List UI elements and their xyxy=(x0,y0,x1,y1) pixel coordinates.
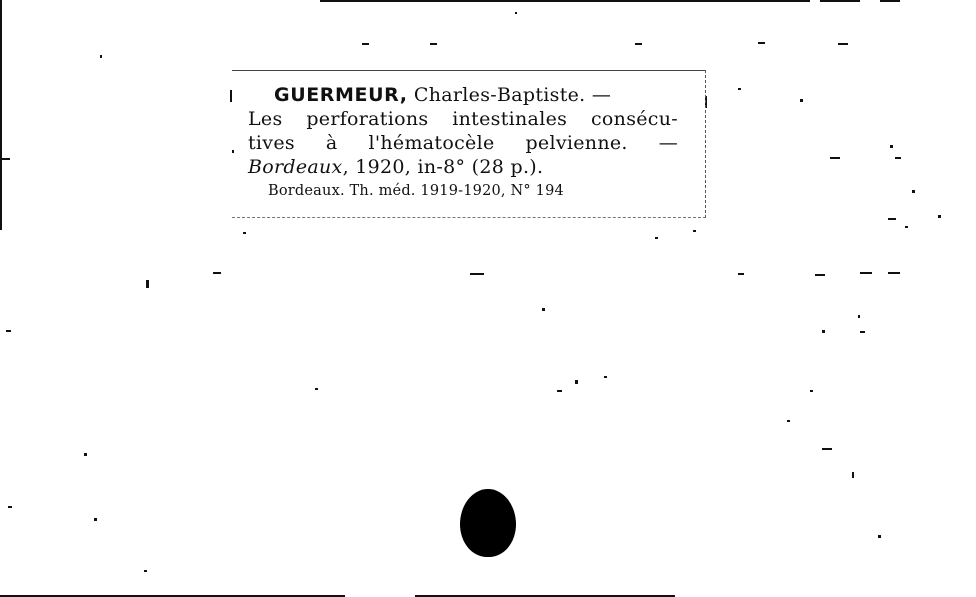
speck xyxy=(146,280,149,288)
speck xyxy=(895,157,901,159)
bibliographic-entry xyxy=(248,83,678,179)
scan-edge-left xyxy=(0,0,2,230)
speck xyxy=(858,315,860,318)
speck xyxy=(315,388,318,390)
catalog-slip xyxy=(232,70,706,218)
speck xyxy=(738,273,744,275)
entry-title-line-1: Les perforations intestinales consécu- xyxy=(248,108,678,130)
speck xyxy=(810,390,813,392)
speck xyxy=(822,330,825,333)
speck xyxy=(515,12,517,14)
speck xyxy=(852,472,854,478)
speck xyxy=(878,535,881,538)
entry-title-line-2: tives à l'hématocèle pelvienne. — xyxy=(248,132,678,154)
speck xyxy=(860,331,865,333)
entry-imprint-line xyxy=(248,155,678,179)
speck xyxy=(100,55,102,58)
speck xyxy=(430,43,437,45)
speck xyxy=(888,272,900,274)
speck xyxy=(6,330,11,332)
speck xyxy=(144,570,147,572)
speck xyxy=(542,308,545,311)
speck xyxy=(243,232,246,234)
scan-edge-top-right xyxy=(820,0,860,2)
thesis-note: Bordeaux. Th. méd. 1919-1920, N° 194 xyxy=(268,183,564,199)
speck xyxy=(860,272,872,274)
speck xyxy=(470,273,484,275)
speck xyxy=(362,43,369,45)
speck xyxy=(8,506,12,508)
speck xyxy=(213,272,221,274)
speck xyxy=(838,43,848,45)
speck xyxy=(655,237,658,239)
speck xyxy=(94,518,97,521)
imprint-city: Bordeaux xyxy=(248,156,343,178)
speck xyxy=(635,43,642,45)
author-given-name: Charles-Baptiste. — xyxy=(407,84,612,106)
speck xyxy=(938,215,941,218)
speck xyxy=(815,274,825,276)
entry-line-author xyxy=(248,83,678,107)
author-surname: GUERMEUR, xyxy=(274,84,408,106)
speck xyxy=(830,157,840,159)
scan-edge-top-far-right xyxy=(880,0,900,2)
speck xyxy=(557,390,562,392)
speck xyxy=(2,158,10,160)
speck xyxy=(84,453,87,456)
speck xyxy=(575,380,578,384)
imprint-details: , 1920, in-8° (28 p.). xyxy=(342,156,544,178)
speck xyxy=(738,88,741,90)
speck xyxy=(905,226,908,228)
speck xyxy=(800,99,803,102)
speck xyxy=(912,190,915,193)
speck xyxy=(758,42,765,44)
speck xyxy=(604,376,607,378)
speck xyxy=(822,448,832,450)
speck xyxy=(890,145,893,148)
scan-edge-top xyxy=(320,0,810,2)
speck xyxy=(787,420,790,422)
speck xyxy=(693,230,696,232)
punch-hole xyxy=(460,489,516,557)
speck xyxy=(888,218,896,220)
